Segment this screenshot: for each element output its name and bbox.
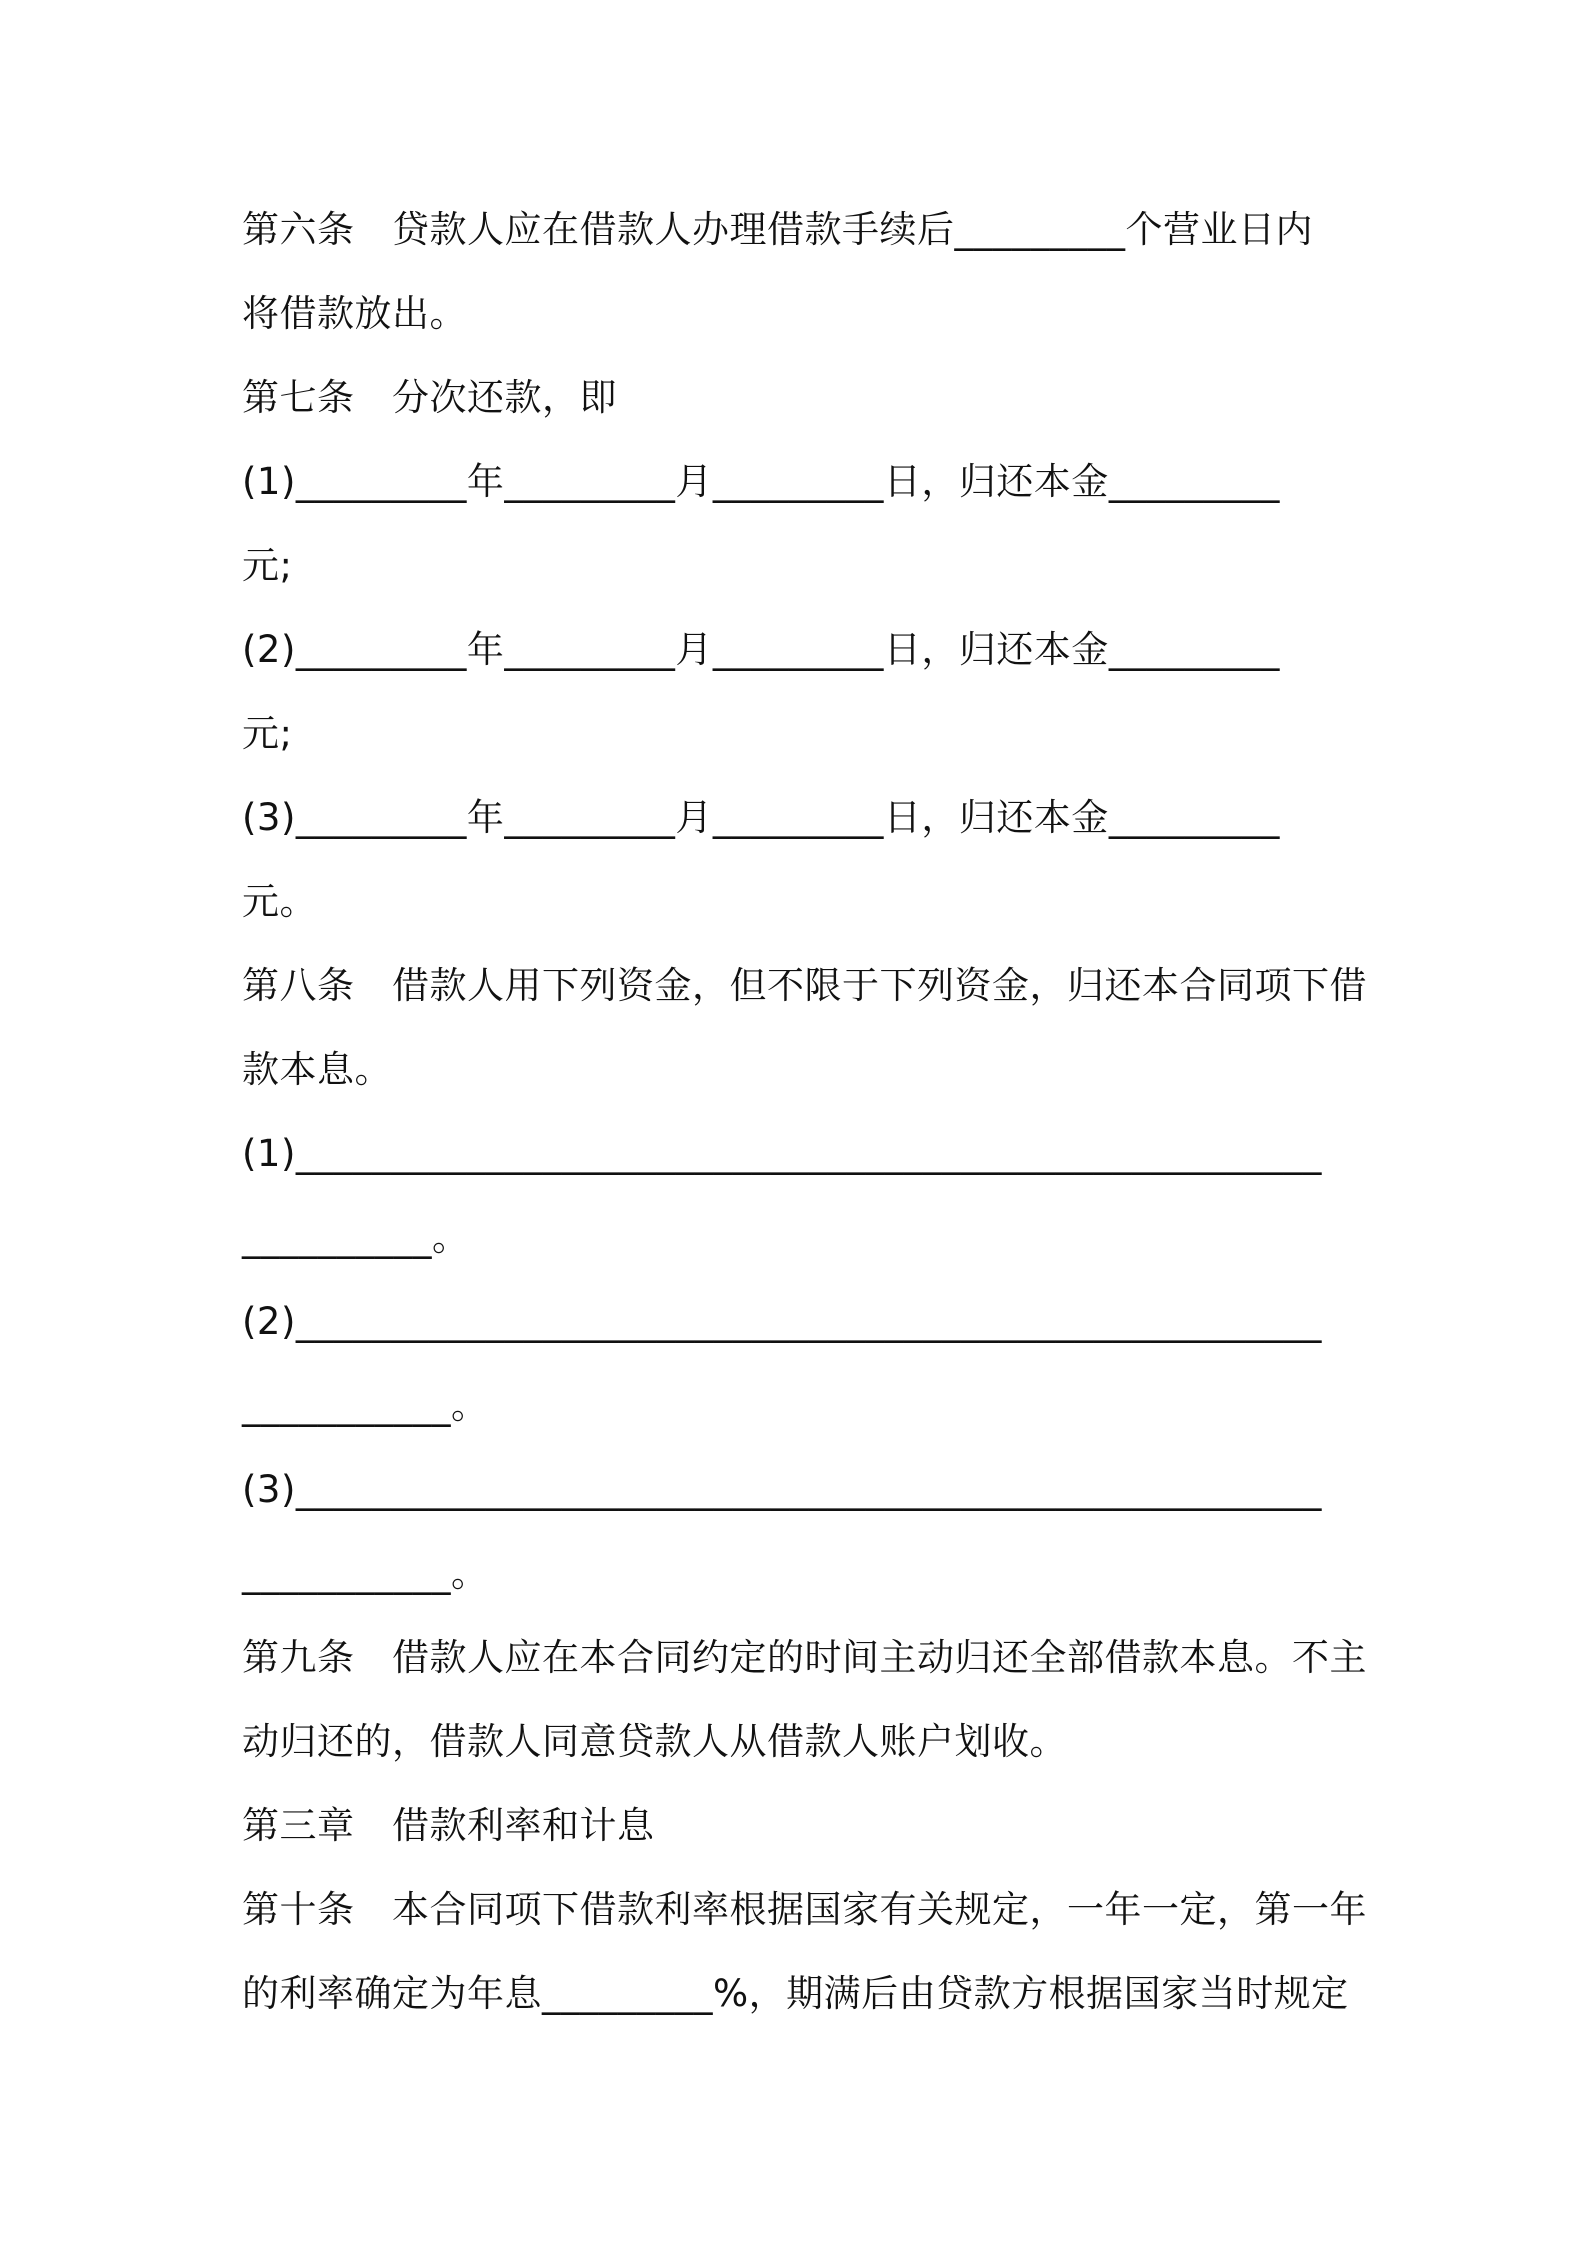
text-line: (2)_________年_________月_________日，归还本金_________ (242, 628, 1280, 671)
text-line: 第六条 贷款人应在借款人办理借款手续后_________个营业日内 (242, 208, 1313, 251)
text-line: (3)_________年_________月_________日，归还本金_________ (242, 796, 1280, 839)
text-line: __________。 (242, 1216, 470, 1259)
text-line: 第八条 借款人用下列资金，但不限于下列资金，归还本合同项下借 (242, 964, 1367, 1007)
text-line: 第三章 借款利率和计息 (242, 1804, 655, 1847)
text-line: (1)______________________________________________________ (242, 1132, 1322, 1175)
text-line: ___________。 (242, 1552, 489, 1595)
text-line: 将借款放出。 (242, 292, 467, 335)
text-line: 第七条 分次还款，即 (242, 376, 617, 419)
text-line: (2)______________________________________________________ (242, 1300, 1322, 1343)
text-line: ___________。 (242, 1384, 489, 1427)
text-line: 的利率确定为年息_________%，期满后由贷款方根据国家当时规定 (242, 1972, 1349, 2015)
text-line: 款本息。 (242, 1048, 392, 1091)
text-line: 元; (242, 712, 293, 755)
text-line: 第九条 借款人应在本合同约定的时间主动归还全部借款本息。不主 (242, 1636, 1367, 1679)
text-line: 动归还的，借款人同意贷款人从借款人账户划收。 (242, 1720, 1067, 1763)
text-line: 元。 (242, 880, 317, 923)
text-line: (1)_________年_________月_________日，归还本金_________ (242, 460, 1280, 503)
text-line: 元; (242, 544, 293, 587)
text-line: 第十条 本合同项下借款利率根据国家有关规定，一年一定，第一年 (242, 1888, 1367, 1931)
text-line: (3)______________________________________________________ (242, 1468, 1322, 1511)
